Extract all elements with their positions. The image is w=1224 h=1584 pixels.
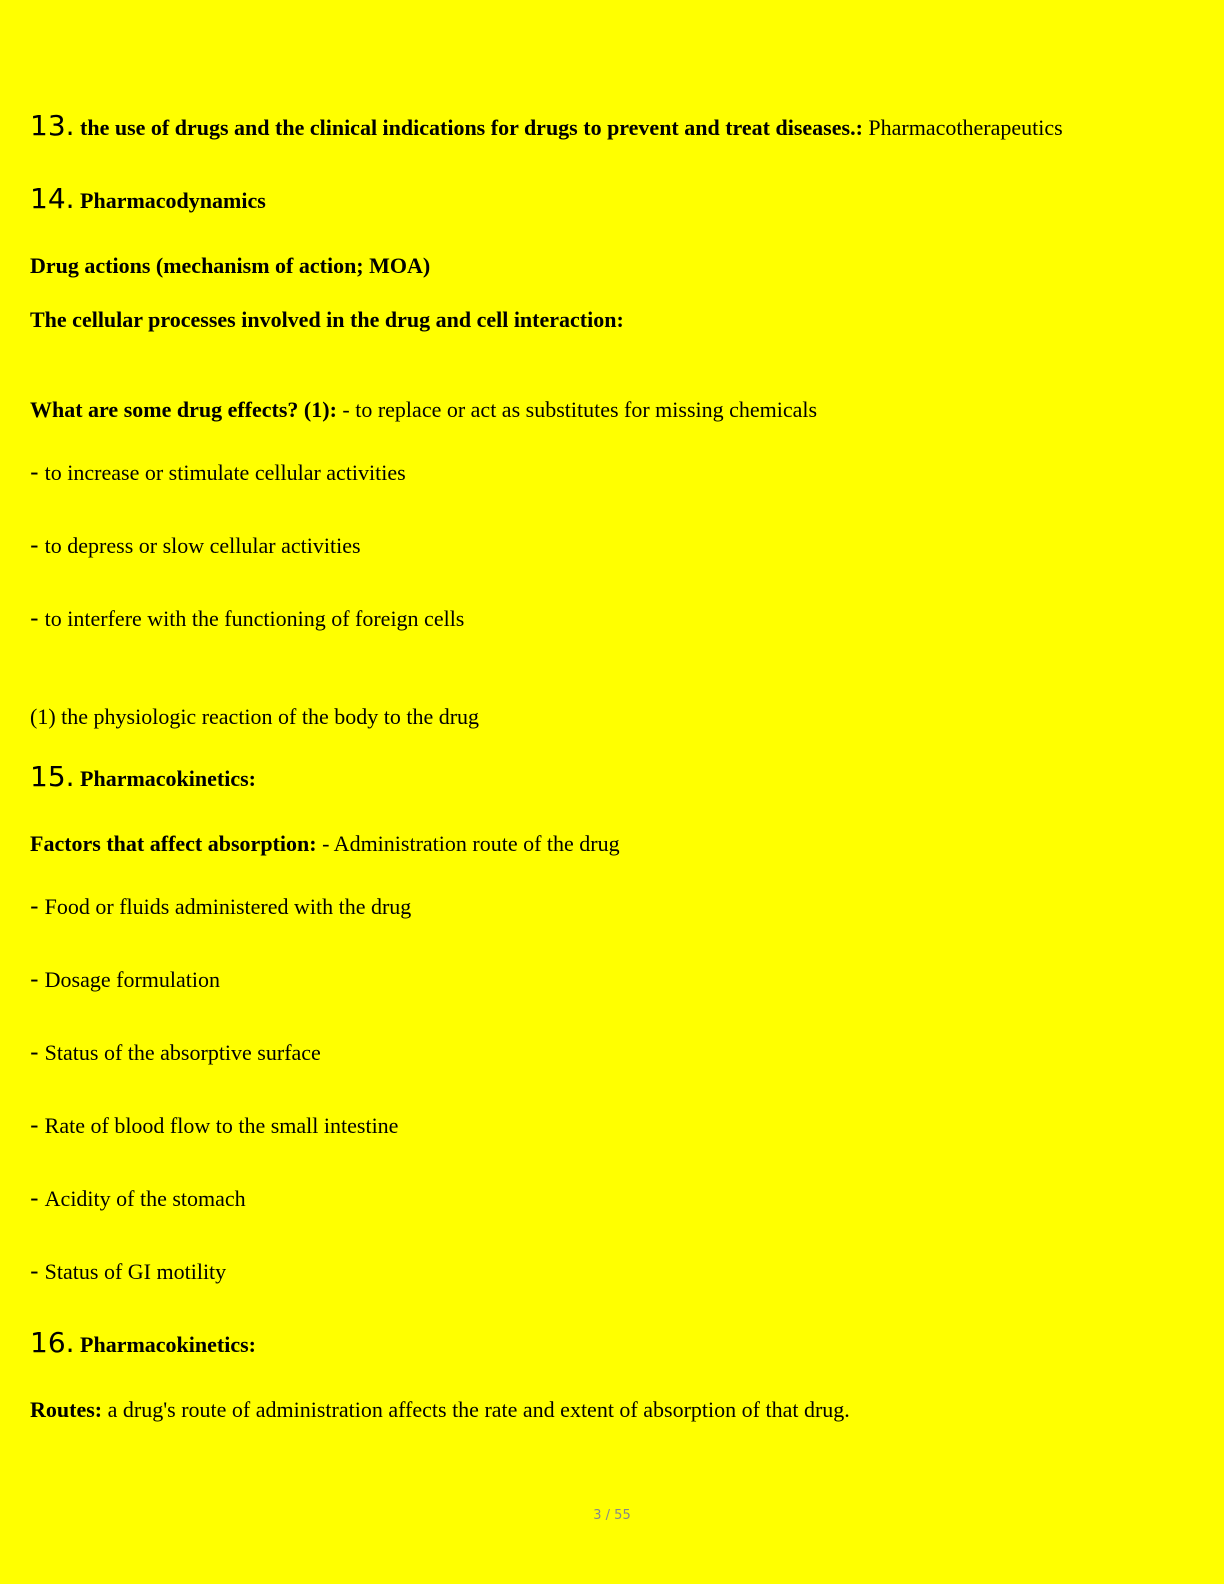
question-text: Pharmacokinetics:: [80, 766, 256, 791]
question-number: 16.: [30, 1326, 75, 1359]
list-item: [30, 1110, 398, 1141]
question-15: [30, 762, 256, 794]
question-number: 13.: [30, 109, 75, 142]
drug-effects-label: What are some drug effects? (1):: [30, 397, 337, 422]
list-item: [30, 530, 361, 561]
question-text: Pharmacodynamics: [80, 188, 266, 213]
dash-bullet: -: [30, 604, 39, 632]
dash-bullet: -: [30, 458, 39, 486]
question-text: the use of drugs and the clinical indications for drugs to prevent and treat diseases.:: [80, 115, 863, 140]
routes-line: [30, 1395, 850, 1425]
list-item: [30, 603, 464, 634]
routes-text: a drug's route of administration affects the rate and extent of absorption of that drug.: [107, 1397, 850, 1422]
footnote: (1) the physiologic reaction of the body to the drug: [30, 704, 480, 729]
list-item: [30, 1183, 246, 1214]
list-item-text: Status of GI motility: [44, 1259, 227, 1284]
factors-label: Factors that affect absorption:: [30, 831, 317, 856]
question-number: 15.: [30, 760, 75, 793]
list-item: [30, 457, 406, 488]
answer-text: Pharmacotherapeutics: [868, 115, 1063, 140]
list-item: [30, 1037, 321, 1068]
factors-first: - Administration route of the drug: [322, 831, 620, 856]
list-item-text: to increase or stimulate cellular activities: [44, 460, 406, 485]
dash-bullet: -: [30, 892, 39, 920]
list-item-text: to depress or slow cellular activities: [44, 533, 361, 558]
drug-effects-line: [30, 395, 817, 425]
dash-bullet: -: [30, 531, 39, 559]
dash-bullet: -: [30, 1257, 39, 1285]
page-number: 3 / 55: [593, 1508, 631, 1523]
list-item: [30, 1256, 226, 1287]
question-number: 14.: [30, 182, 75, 215]
dash-bullet: -: [30, 1184, 39, 1212]
list-item-text: to interfere with the functioning of foreign cells: [44, 606, 465, 631]
dash-bullet: -: [30, 1038, 39, 1066]
list-item-text: Status of the absorptive surface: [44, 1040, 321, 1065]
list-item-text: Acidity of the stomach: [44, 1186, 246, 1211]
list-item: [30, 891, 411, 922]
question-text: Pharmacokinetics:: [80, 1332, 256, 1357]
question-16: [30, 1328, 256, 1360]
question-13: [30, 111, 1063, 143]
routes-label: Routes:: [30, 1397, 103, 1422]
list-item-text: Dosage formulation: [44, 967, 221, 992]
drug-actions-line: Drug actions (mechanism of action; MOA): [30, 253, 431, 278]
cellular-processes-line: The cellular processes involved in the drug and cell interaction:: [30, 307, 624, 332]
question-14: [30, 184, 266, 216]
dash-bullet: -: [30, 1111, 39, 1139]
list-item: [30, 964, 220, 995]
list-item-text: Rate of blood flow to the small intestine: [44, 1113, 399, 1138]
factors-line: [30, 829, 620, 859]
dash-bullet: -: [30, 965, 39, 993]
list-item-text: Food or fluids administered with the drug: [44, 894, 412, 919]
document-page: [30, 0, 1210, 1584]
drug-effects-first: - to replace or act as substitutes for missing chemicals: [342, 397, 818, 422]
